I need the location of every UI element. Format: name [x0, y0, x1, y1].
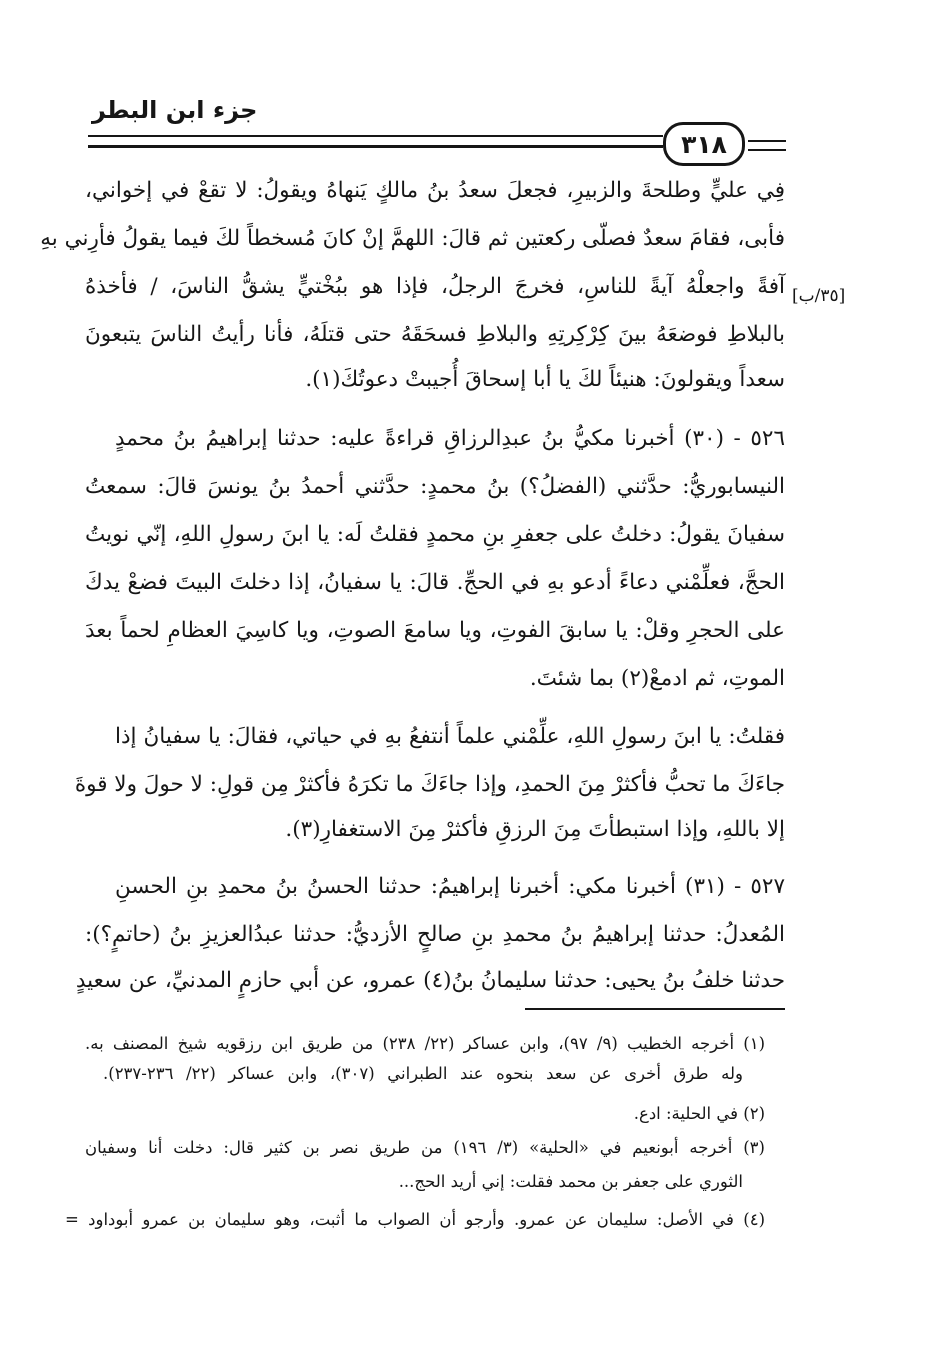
text-line: على الحجرِ وقلْ: يا سابقَ الفوتِ، ويا سامعَ الصوتِ، ويا كاسِيَ العظامِ لحماً بعدَ [85, 618, 785, 643]
text-line: الحجَّ، فعلِّمْني دعاءً أدعو بهِ في الحجِّ. قالَ: يا سفيانُ، إذا دخلتَ البيتَ فضعْ يدكَ [85, 570, 785, 595]
footnote-1-line-2: وله طرق أخرى عن سعد بنحوه عند الطبراني (٣٠٧)، وابن عساكر (٢٢/ ٢٣٦-٢٣٧). [103, 1064, 743, 1083]
text-line: آفةً واجعلْهُ آيةً للناسِ، فخرجَ الرجلُ، فإذا هو ببُخْتيٍّ يشقُّ الناسَ، / فأخذهُ [85, 274, 785, 299]
hadith-527-heading-line: ٥٢٧ - (٣١) أخبرنا مكي: أخبرنا إبراهيمُ: حدثنا الحسنُ بنُ محمدِ بنِ الحسنِ [115, 874, 785, 899]
header-rule-bottom [88, 145, 663, 148]
text-line: جاءَكَ ما تحبُّ فأكثرْ مِنَ الحمدِ، وإذا جاءَكَ ما تكرَهُ فأكثرْ مِن قولِ: لا حولَ ولا قوةَ [74, 772, 785, 797]
text-line: المُعدلُ: حدثنا إبراهيمُ بنُ محمدِ بنِ صالحٍ الأزديُّ: حدثنا عبدُالعزيزِ بنُ (حاتمٍ؟): [85, 922, 785, 947]
text-line: بالبلاطِ فوضعَهُ بينَ كِرْكِرتِهِ والبلاطِ فسحَقَهُ حتى قتلَهُ، فأنا رأيتُ الناسَ يتبعونَ [85, 322, 785, 347]
footnote-4: (٤) في الأصل: سليمان عن عمرو. وأرجو أن الصواب ما أثبت، وهو سليمان بن عمرو أبوداود = [65, 1210, 765, 1229]
footnote-3-line-2: الثوري على جعفر بن محمد فقلت: إني أريد الحج... [398, 1172, 743, 1191]
footnote-1-line-1: (١) أخرجه الخطيب (٩/ ٩٧)، وابن عساكر (٢٢/ ٢٣٨) من طريق ابن رزقويه شيخ المصنف به. [85, 1034, 765, 1053]
text-line: حدثنا خلفُ بنُ يحيى: حدثنا سليمانُ بنُ(٤) عمرو، عن أبي حازمٍ المدنيِّ، عن سعيدٍ [75, 968, 785, 993]
text-line: الموتِ، ثم ادمعْ(٢) بما شئتَ. [529, 666, 785, 691]
text-line: إلا باللهِ، وإذا استبطأتَ مِنَ الرزقِ فأكثرْ مِنَ الاستغفارِ(٣). [285, 817, 785, 842]
text-line: سفيانَ يقولُ: دخلتُ على جعفرِ بنِ محمدٍ فقلتُ لَه: يا ابنَ رسولِ اللهِ، إنّي نويتُ [85, 522, 785, 547]
text-line: فِي عليٍّ وطلحةَ والزبيرِ، فجعلَ سعدُ بنُ مالكٍ يَنهاهُ ويقولُ: لا تقعْ في إخواني، [85, 178, 785, 203]
footnote-separator [525, 1008, 785, 1010]
text-line: النيسابوريُّ: حدَّثني (الفضلُ؟) بنُ محمدٍ: حدَّثني أحمدُ بنُ يونسَ قالَ: سمعتُ [85, 474, 785, 499]
header-rule-right-top [748, 140, 786, 142]
footnote-2: (٢) في الحلية: ادع. [633, 1104, 765, 1123]
hadith-526-heading-line: ٥٢٦ - (٣٠) أخبرنا مكيُّ بنُ عبدِالرزاقِ قراءةً عليه: حدثنا إبراهيمُ بنُ محمدٍ [115, 426, 785, 451]
page-number: ٣١٨ [663, 122, 745, 166]
manuscript-folio-note: [٣٥/ب] [792, 286, 846, 306]
text-line: فقلتُ: يا ابنَ رسولِ اللهِ، علِّمْني علماً أنتفعُ بهِ في حياتي، فقالَ: يا سفيانُ إذا [115, 724, 785, 749]
header-rule-right-bottom [748, 149, 786, 151]
header-rule-top [88, 135, 663, 137]
footnote-3-line-1: (٣) أخرجه أبونعيم في «الحلية» (٣/ ١٩٦) من طريق نصر بن كثير قال: دخلت أنا وسفيان [85, 1138, 765, 1157]
running-title: جزء ابن البطر [92, 96, 258, 124]
text-line: سعداً ويقولونَ: هنيئاً لكَ يا أبا إسحاقَ أُجيبتْ دعوتُكَ(١). [305, 367, 785, 392]
text-line: فأبى، فقامَ سعدٌ فصلّى ركعتين ثم قالَ: اللهمَّ إنْ كانَ مُسخطاً لكَ فيما يقولُ فأرِني بهِ [40, 226, 785, 251]
